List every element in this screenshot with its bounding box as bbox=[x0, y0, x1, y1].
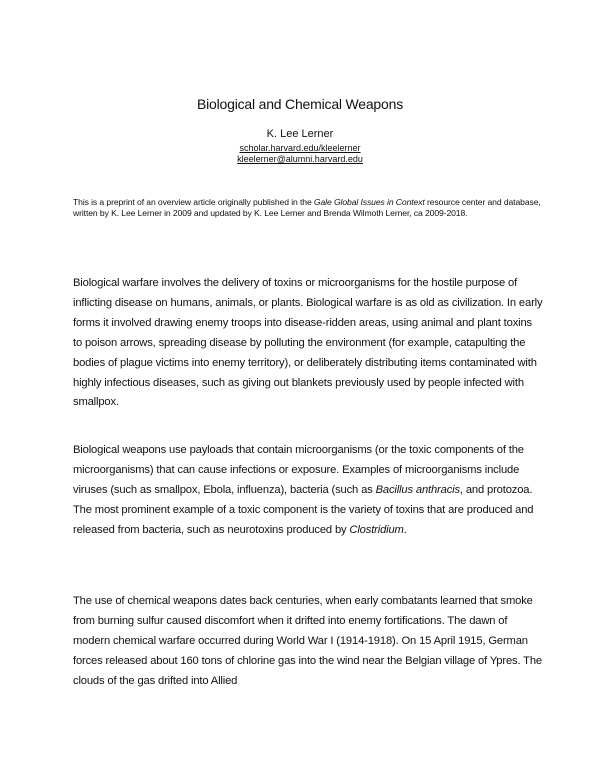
p2-species-name: Bacillus anthracis bbox=[375, 483, 460, 496]
author-url-line bbox=[0, 143, 600, 154]
author-email-line bbox=[0, 154, 600, 165]
author-name: K. Lee Lerner bbox=[266, 128, 334, 140]
document-title: Biological and Chemical Weapons bbox=[197, 96, 403, 112]
author-email-link[interactable]: kleelerner@alumni.harvard.edu bbox=[237, 154, 363, 164]
note-text-2: resource center and database, written by K. Lee Lerner in 2009 and updated by K. Lee Lerner and Brenda Wilmoth Lerner, ca 2009-2018. bbox=[73, 197, 541, 218]
p2-text-1: Biological weapons use payloads that contain microorganisms (or the toxic components of the microorganisms) that can cause infections or exposure. Examples of microorganisms include viruses (such as smallpox, Ebola, influenza), bacteria (such as bbox=[73, 444, 524, 496]
paragraph-chemical-weapons: The use of chemical weapons dates back centuries, when early combatants learned that smoke from burning sulfur caused discomfort when it drifted into enemy fortifications. The dawn of modern chemical warfare occurred during World War I (1914-1918). On 15 April 1915, German forces released about 160 tons of chlorine gas into the wind near the Belgian village of Ypres. The clouds of the gas drifted into Allied bbox=[73, 595, 543, 687]
p2-text-3: . bbox=[403, 523, 407, 536]
note-source-title: Gale Global Issues in Context bbox=[313, 197, 425, 207]
p2-genus-name: Clostridium bbox=[349, 523, 404, 536]
note-text-1: This is a preprint of an overview article originally published in the bbox=[73, 197, 314, 207]
p2-text-2: , and protozoa. The most prominent example of a toxic component is the variety of toxins that are produced and released from bacteria, such as neurotoxins produced by bbox=[73, 483, 534, 536]
author-url-link[interactable]: scholar.harvard.edu/kleelerner bbox=[239, 143, 361, 153]
paragraph-biological-warfare: Biological warfare involves the delivery of toxins or microorganisms for the hostile purpose of inflicting disease on humans, animals, or plants. Biological warfare is as old as civilization. In early forms it involved drawing enemy troops into disease-ridden areas, using animal and plant toxins to poison arrows, spreading disease by polluting the environment (for example, catapulting the bodies of plague victims into enemy territory), or deliberately distributing items contaminated with highly infectious diseases, such as giving out blankets previously used by people infected with smallpox. bbox=[73, 277, 543, 409]
preprint-note bbox=[73, 197, 543, 219]
paragraph-biological-weapons bbox=[73, 441, 543, 541]
